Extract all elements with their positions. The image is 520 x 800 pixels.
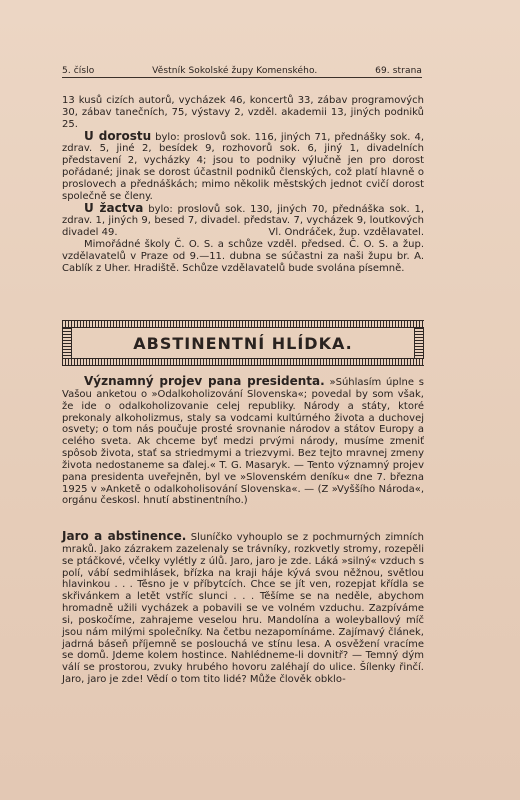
article-president-title: Významný projev pana presidenta. [84,374,325,388]
zactva-paragraph [62,200,424,240]
banner-side-left [62,328,72,358]
banner-rule-top [62,320,424,328]
article-president [62,376,424,507]
dorost-paragraph [62,128,425,203]
notice-paragraph: Mimořádné školy Č. O. S. a schůze vzděl. předsed. Č. O. S. a žup. vzdělavatelů v Praze od 9.—11. dubna se súčastni za naši župu br. A. Cablík z Uher. Hradiště. Schůze vzdělavatelů bude svolána písemně. [62,239,424,274]
page-header [62,66,422,78]
article-spring-title: Jaro a abstinence. [62,529,187,543]
article-spring [62,531,424,686]
journal-title: Věstník Sokolské župy Komenského. [152,66,318,76]
dorost-text: bylo: proslovů sok. 116, jiných 71, přednášky sok. 4, zdrav. 5, jiné 2, besídek 9, rozhovorů sok. 6, jiný 1, divadelních představení 2, vycházky 4; jsou to podniky výlučně jen pro dorost pořádané; jinak se dorost účastnil podniků členských, což platí hlavně o proslovech a přednáškách; mimo několik městských jednot cvičí dorost společně se členy. [62,131,425,202]
page-number: 69. strana [375,66,422,76]
section-banner [62,320,424,366]
article-spring-text: Sluníčko vyhouplo se z pochmurných zimních mraků. Jako zázrakem zazelenaly se trávníky, rozkvetly stromy, rozepěli se ptáčkové, včelky vylétly z úlů. Jaro, jaro je zde. Láká »silný« vzduch s polí, vábí sedmihlásek, břízka na kraji háje kývá svou něžnou, světlou hlavinkou . . . Těsno je v příbytcích. Chce se jít ven, rozepjat křídla se skřivánkem a letět vstříc slunci . . . Těšíme se na neděle, abychom hromadně užili vycházek a pobavili se ve volném vzduchu. Zazpíváme si, poskočíme, zahrajeme veselou hru. Mandolína a woleyballový míč jsou nám milými společníky. Na četbu nezapomínáme. Zajímavý článek, jadrná báseň příjemně se poslouchá ve stínu lesa. A osvěžení vracíme se domů. Jdeme kolem hostince. Nahlédneme-li dovnitř? — Temný dým válí se prostorou, zvuky hrubého hovoru zaléhají do ulice. Šílenky řinčí. Jaro, jaro je zde! Vědí o tom tito lidé? Může člověk obklo- [62,532,424,686]
banner-rule-bottom [62,358,424,366]
continuation-paragraph: 13 kusů cizích autorů, vycházek 46, koncertů 33, zábav programových 30, zábav tanečních, 75, výstavy 2, vzděl. akademii 13, jiných podniků 25. [62,95,424,130]
zactva-text: bylo: proslovů sok. 130, jiných 70, přednáška sok. 1, zdrav. 1, jiných 9, besed 7, divadel. představ. 7, vycházek 9, loutkových divadel 49. [62,203,424,239]
zactva-heading: U žactva [84,200,144,215]
report-section [62,95,424,275]
article-president-text: »Súhlasím úplne s Vašou anketou o »Odalkoholizování Slovenska«; povedal by som však, že ide o odalkoholizovanie celej republiky. Národy a státy, ktoré prekonaly alkoholizmus, staly sa vodcami kultúrného života a duchovej osvety; o tom nás poučuje prosté srovnanie národov a státov Europy a celého sveta. Ak chceme byť medzi prvými národy, musíme zmeniť spôsob života, stať sa striedmymi a triezvymi. Bez tejto mravnej zmeny života nedostaneme sa ďalej.« T. G. Masaryk. — Tento významný projev pana presidenta uveřejněn, byl ve »Slovenském deníku« dne 7. března 1925 v »Anketě o odalkoholisování Slovenska«. — (Z »Vyššího Národa«, orgánu českosl. hnutí abstinentního.) [62,377,424,507]
banner-title: ABSTINENTNÍ HLÍDKA. [133,333,353,353]
issue-number: 5. číslo [62,66,95,76]
dorost-heading: U dorostu [84,128,152,143]
signature: Vl. Ondráček, žup. vzdělavatel. [268,227,424,239]
banner-side-right [414,328,424,358]
